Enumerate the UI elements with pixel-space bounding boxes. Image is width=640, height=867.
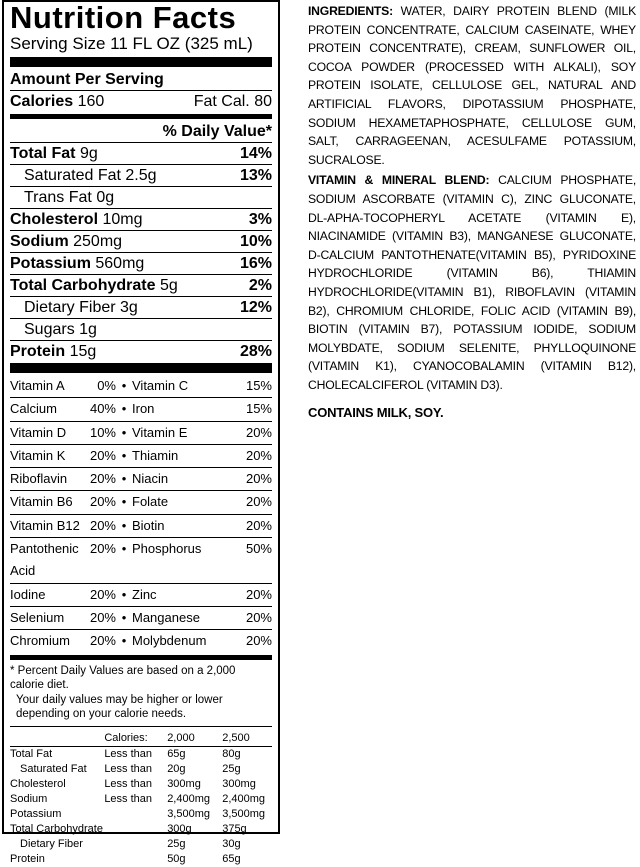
table-cell: 2,500 (222, 731, 272, 747)
table-cell: 25g (167, 837, 186, 850)
table-cell: 2,000 (167, 731, 222, 747)
nutrient-percent: 20% (89, 609, 116, 625)
calories-label: Calories (10, 93, 74, 110)
footnote-line: * Percent Daily Values are based on a 2,000 calorie diet. (10, 664, 236, 692)
table-cell: 65g (222, 852, 241, 865)
table-cell (104, 852, 167, 867)
nutrient-row: Trans Fat 0g (10, 186, 272, 208)
nutrient-row: Dietary Fiber 3g 12% (10, 296, 272, 318)
table-cell: Total Carbohydrate (10, 822, 103, 835)
nutrient-name: Selenium (10, 609, 65, 625)
nutrient-name: Thiamin (132, 447, 179, 463)
bullet-dot: • (121, 494, 127, 510)
table-cell (104, 807, 167, 822)
allergen-statement: CONTAINS MILK, SOY. (308, 405, 444, 421)
thick-divider (10, 363, 272, 373)
nutrient-name: Iron (132, 401, 155, 417)
bullet-dot: • (121, 586, 127, 602)
table-row (10, 762, 272, 777)
table-cell: Cholesterol (10, 777, 66, 790)
table-cell: Less than (104, 747, 153, 760)
nutrient-row: Cholesterol 10mg 3% (10, 208, 272, 230)
nutrient-name: Vitamin B6 (10, 494, 73, 510)
nutrient-percent: 20% (89, 517, 116, 533)
table-cell: 65g (167, 747, 186, 760)
vitamin-row (10, 514, 272, 537)
nutrient-name: Zinc (132, 586, 157, 602)
bullet-dot: • (121, 401, 127, 417)
serving-size: Serving Size 11 FL OZ (325 mL) (10, 34, 253, 53)
table-row (10, 837, 272, 852)
table-cell: Less than (104, 777, 153, 790)
nutrient-percent: 20% (89, 633, 116, 649)
nutrient-percent: 20% (89, 541, 116, 557)
nutrient-name: Pantothenic Acid (10, 541, 79, 579)
nutrient-percent: 0% (97, 378, 116, 393)
nutrient-name: Iodine (10, 586, 46, 602)
table-cell: Dietary Fiber (20, 837, 83, 850)
table-cell: Less than (104, 792, 153, 805)
table-row (10, 731, 272, 747)
nutrient-percent: 20% (89, 471, 116, 487)
table-row (10, 807, 272, 822)
nutrient-name: Vitamin C (132, 378, 189, 393)
nutrient-row: Sugars 1g (10, 318, 272, 340)
nutrient-name: Folate (132, 494, 169, 510)
nutrient-row: Total Fat 9g 14% (10, 142, 272, 164)
table-cell: Calories: (104, 731, 167, 747)
table-cell: Saturated Fat (20, 762, 87, 775)
bullet-dot: • (121, 424, 127, 440)
table-row (10, 777, 272, 792)
nutrient-percent: 20% (245, 424, 272, 440)
fat-calories: Fat Cal. 80 (193, 93, 272, 110)
bullet-dot: • (121, 447, 127, 463)
medium-divider (10, 655, 272, 660)
panel-title: Nutrition Facts (10, 0, 237, 35)
nutrient-name: Vitamin A (10, 378, 65, 393)
bullet-dot: • (121, 541, 127, 557)
calories-value: 160 (77, 93, 105, 110)
nutrient-percent: 20% (245, 633, 272, 649)
table-row (10, 746, 272, 762)
nutrition-facts-panel (2, 0, 280, 865)
table-cell: 50g (167, 852, 186, 865)
nutrient-name: Phosphorus (132, 541, 202, 557)
nutrient-percent: 20% (89, 447, 116, 463)
nutrient-name: Niacin (132, 471, 169, 487)
ingredients-section (308, 2, 636, 425)
nutrient-name: Molybdenum (132, 633, 207, 649)
vitamin-blend-text: CALCIUM PHOSPHATE, SODIUM ASCORBATE (VITAMIN C), ZINC GLUCONATE, DL-APHA-TOCOPHERYL ACETATE (VITAMIN E), NIACINAMIDE (VITAMIN B3), MANGANESE GLUCONATE, D-CALCIUM PANTOTHENATE(VITAMIN B5), PYRIDOXINE HYDROCHLORIDE (VITAMIN B6), THIAMIN HYDROCHLORIDE(VITAMIN B1), RIBOFLAVIN (VITAMIN B2), CHROMIUM CHLORIDE, FOLIC ACID (VITAMIN B9), BIOTIN (VITAMIN B7), POTASSIUM IODIDE, SODIUM MOLYBDATE, SODIUM SELENITE, PHYLLOQUINONE (VITAMIN K1), CYANOCOBALAMIN (VITAMIN B12), CHOLECALCIFEROL (VITAMIN D3). (308, 173, 637, 392)
nutrient-percent: 15% (245, 401, 272, 417)
daily-value-table (10, 731, 272, 867)
nutrient-percent: 20% (245, 517, 272, 533)
nutrient-name: Biotin (132, 517, 165, 533)
vitamin-row (10, 444, 272, 467)
table-cell: 300g (167, 822, 192, 835)
table-cell: 300mg (222, 777, 256, 790)
table-cell: Total Fat (10, 747, 53, 760)
nutrient-name: Calcium (10, 401, 57, 417)
vitamin-row (10, 421, 272, 444)
bullet-dot: • (121, 471, 127, 487)
nutrient-name: Chromium (10, 633, 70, 649)
table-cell: 25g (222, 762, 241, 775)
nutrient-percent: 20% (89, 586, 116, 602)
table-cell (10, 731, 104, 747)
vitamin-row (10, 537, 272, 583)
vitamin-row (10, 467, 272, 490)
bullet-dot: • (121, 609, 127, 625)
nutrient-name: Vitamin E (132, 424, 188, 440)
nutrient-row: Protein 15g 28% (10, 340, 272, 362)
table-cell (104, 837, 167, 852)
nutrient-row: Potassium 560mg 16% (10, 252, 272, 274)
nutrient-percent: 20% (245, 586, 272, 602)
bullet-dot: • (121, 378, 127, 393)
vitamin-row (10, 490, 272, 513)
nutrient-name: Vitamin B12 (10, 517, 80, 533)
ingredients-paragraph (308, 2, 636, 169)
nutrient-percent: 20% (245, 609, 272, 625)
nutrient-name: Vitamin K (10, 447, 66, 463)
nutrient-percent: 15% (245, 378, 272, 393)
bullet-dot: • (121, 517, 127, 533)
vitamin-row (10, 629, 272, 652)
vitamin-row (10, 606, 272, 629)
table-cell: 2,400mg (167, 792, 210, 805)
table-cell: 80g (222, 747, 241, 760)
nutrient-percent: 40% (89, 401, 116, 417)
table-row (10, 822, 272, 837)
nutrient-row: Total Carbohydrate 5g 2% (10, 274, 272, 296)
table-row (10, 852, 272, 867)
vitamin-row (10, 397, 272, 420)
table-cell: Sodium (10, 792, 48, 805)
thick-divider (10, 57, 272, 67)
nutrient-percent: 20% (89, 494, 116, 510)
ingredients-text: WATER, DAIRY PROTEIN BLEND (MILK PROTEIN CONCENTRATE, CALCIUM CASEINATE, WHEY PROTEIN CONCENTRATE), CREAM, SUNFLOWER OIL, COCOA POWDER (PROCESSED WITH ALKALI), SOY PROTEIN ISOLATE, CELLULOSE GEL, NATURAL AND ARTIFICIAL FLAVORS, DIPOTASSIUM PHOSPHATE, SODIUM HEXAMETAPHOSPHATE, CELLULOSE GUM, SALT, CARRAGEENAN, ACESULFAME POTASSIUM, SUCRALOSE. (308, 4, 636, 167)
table-cell: 300mg (167, 777, 201, 790)
table-cell: Protein (10, 852, 45, 865)
amount-per-serving: Amount Per Serving (10, 71, 164, 88)
vitamin-blend-paragraph (308, 171, 636, 394)
medium-divider (10, 114, 272, 119)
nutrient-row: Saturated Fat 2.5g 13% (10, 164, 272, 186)
table-row (10, 792, 272, 807)
table-cell: 3,500mg (167, 807, 210, 820)
table-cell: 30g (222, 837, 241, 850)
table-cell: Less than (104, 762, 153, 775)
nutrient-percent: 20% (245, 494, 272, 510)
vitamin-row (10, 375, 272, 397)
table-cell: 2,400mg (222, 792, 266, 805)
vitamin-mineral-list (10, 375, 272, 653)
nutrient-percent: 50% (245, 541, 272, 557)
table-cell: Potassium (10, 807, 62, 820)
table-cell (104, 822, 167, 837)
footnote-line: Your daily values may be higher or lower depending on your calorie needs. (16, 693, 223, 721)
nutrient-percent: 20% (245, 471, 272, 487)
vitamin-row (10, 583, 272, 606)
nutrient-row: Sodium 250mg 10% (10, 230, 272, 252)
nutrient-name: Riboflavin (10, 471, 68, 487)
divider (10, 726, 272, 727)
footnote (10, 664, 272, 722)
nutrient-name: Manganese (132, 609, 200, 625)
vitamin-blend-label: VITAMIN & MINERAL BLEND: (308, 173, 490, 188)
ingredients-label: INGREDIENTS: (308, 4, 393, 18)
bullet-dot: • (121, 633, 127, 649)
calories-row (10, 90, 272, 112)
table-cell: 375g (222, 822, 247, 835)
nutrient-percent: 20% (245, 447, 272, 463)
table-cell: 20g (167, 762, 186, 775)
nutrient-name: Vitamin D (10, 424, 67, 440)
table-cell: 3,500mg (222, 807, 266, 820)
nutrient-percent: 10% (89, 424, 116, 440)
daily-value-header: % Daily Value* (162, 123, 272, 140)
